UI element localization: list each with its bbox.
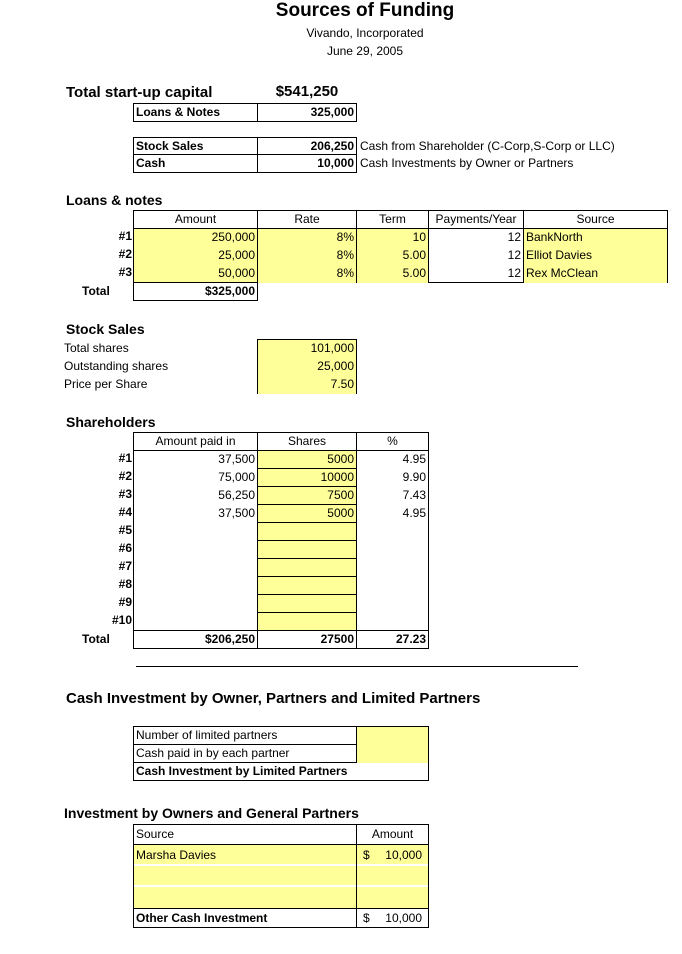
owner-amount-cell[interactable] xyxy=(357,887,428,908)
shareholders-header-pct: % xyxy=(387,434,398,448)
shareholder-shares[interactable] xyxy=(258,613,356,631)
loans-summary-label: Loans & Notes xyxy=(136,105,221,119)
owners-other-label: Other Cash Investment xyxy=(136,911,268,925)
shareholder-shares[interactable] xyxy=(258,595,356,613)
shareholder-row-label: #3 xyxy=(118,487,132,501)
loan-payments[interactable]: 12 xyxy=(507,248,521,262)
loans-title: Loans & notes xyxy=(66,192,163,208)
shareholder-amount[interactable]: 37,500 xyxy=(218,506,255,520)
loans-total-value[interactable]: $325,000 xyxy=(204,284,255,298)
owner-amount: 10,000 xyxy=(385,848,422,862)
shareholder-pct[interactable]: 4.95 xyxy=(402,506,426,520)
shareholders-total-amount[interactable]: $206,250 xyxy=(204,632,255,646)
stock-row-label: Price per Share xyxy=(64,377,148,391)
loan-row-label: #3 xyxy=(118,265,132,279)
shareholders-total-shares[interactable]: 27500 xyxy=(320,632,354,646)
shareholder-row-label: #5 xyxy=(118,523,132,537)
shareholder-pct[interactable] xyxy=(357,613,428,631)
loan-term[interactable]: 5.00 xyxy=(357,247,428,265)
loans-header-term: Term xyxy=(379,212,406,226)
owners-other-currency: $ xyxy=(363,911,370,925)
page-title: Sources of Funding xyxy=(275,0,455,21)
shareholder-shares[interactable] xyxy=(258,559,356,577)
shareholder-pct[interactable] xyxy=(357,523,428,541)
shareholder-row-label: #4 xyxy=(118,505,132,519)
shareholder-amount[interactable]: 37,500 xyxy=(218,452,255,466)
owners-header-source: Source xyxy=(136,827,175,841)
stock-price-per-share[interactable]: 7.50 xyxy=(258,376,356,394)
stock-total-shares[interactable]: 101,000 xyxy=(258,340,356,358)
shareholders-total-pct[interactable]: 27.23 xyxy=(395,632,426,646)
shareholder-row-label: #2 xyxy=(118,469,132,483)
stock-summary-label: Stock Sales xyxy=(136,139,204,153)
loan-term[interactable]: 10 xyxy=(357,229,428,247)
loan-rate[interactable]: 8% xyxy=(258,229,356,247)
stock-row-label: Outstanding shares xyxy=(64,359,169,373)
shareholder-amount[interactable] xyxy=(134,577,257,595)
owners-title: Investment by Owners and General Partners xyxy=(64,805,359,821)
loan-rate[interactable]: 8% xyxy=(258,247,356,265)
cash-summary-label: Cash xyxy=(136,156,166,170)
cash-summary-value[interactable]: 10,000 xyxy=(317,156,354,170)
company-name: Vivando, Incorporated xyxy=(306,26,424,40)
shareholder-amount[interactable] xyxy=(134,613,257,631)
limited-paid-input[interactable] xyxy=(357,745,428,763)
loan-row-label: #2 xyxy=(118,247,132,261)
shareholder-pct[interactable]: 7.43 xyxy=(402,488,426,502)
capital-label: Total start-up capital xyxy=(66,84,213,101)
owners-header-amount: Amount xyxy=(371,827,414,841)
loans-header-amount: Amount xyxy=(174,212,217,226)
loan-payments[interactable]: 12 xyxy=(507,266,521,280)
loan-source[interactable]: Rex McClean xyxy=(524,265,667,283)
shareholder-row-label: #8 xyxy=(118,577,132,591)
limited-count-input[interactable] xyxy=(357,727,428,745)
limited-title: Cash Investment by Owner, Partners and Limited Partners xyxy=(66,690,481,707)
limited-total-label: Cash Investment by Limited Partners xyxy=(136,764,348,778)
shareholder-pct[interactable] xyxy=(357,577,428,595)
loans-header-rate: Rate xyxy=(294,212,320,226)
owner-source[interactable]: Marsha Davies xyxy=(134,845,356,865)
shareholder-pct[interactable] xyxy=(357,541,428,559)
owner-amount-cell[interactable] xyxy=(357,866,428,886)
owners-other-amount: 10,000 xyxy=(385,911,422,925)
loan-row-label: #1 xyxy=(118,229,132,243)
shareholder-amount[interactable] xyxy=(134,595,257,613)
loan-amount[interactable]: 250,000 xyxy=(134,229,257,247)
shareholders-header-shares: Shares xyxy=(287,434,327,448)
shareholder-shares[interactable]: 5000 xyxy=(258,505,356,523)
owner-source[interactable] xyxy=(134,866,356,886)
shareholder-shares[interactable] xyxy=(258,577,356,595)
shareholder-amount[interactable]: 75,000 xyxy=(218,470,255,484)
shareholders-header-amount: Amount paid in xyxy=(155,434,236,448)
loan-amount[interactable]: 25,000 xyxy=(134,247,257,265)
shareholder-shares[interactable]: 10000 xyxy=(258,469,356,487)
loans-summary-value[interactable]: 325,000 xyxy=(310,105,354,119)
loan-rate[interactable]: 8% xyxy=(258,265,356,283)
stock-title: Stock Sales xyxy=(66,321,145,337)
section-divider xyxy=(136,666,578,667)
cash-summary-note: Cash Investments by Owner or Partners xyxy=(360,156,574,170)
stock-summary-note: Cash from Shareholder (C-Corp,S-Corp or LLC) xyxy=(360,139,615,153)
capital-total: $541,250 xyxy=(275,83,339,100)
shareholders-title: Shareholders xyxy=(66,414,156,430)
shareholder-row-label: #7 xyxy=(118,559,132,573)
loan-amount[interactable]: 50,000 xyxy=(134,265,257,283)
shareholder-row-label: #9 xyxy=(118,595,132,609)
shareholder-amount[interactable] xyxy=(134,523,257,541)
loan-source[interactable]: Elliot Davies xyxy=(524,247,667,265)
stock-row-label: Total shares xyxy=(64,341,129,355)
owner-amount-cell[interactable] xyxy=(357,845,428,865)
shareholder-shares[interactable] xyxy=(258,523,356,541)
shareholder-shares[interactable]: 7500 xyxy=(258,487,356,505)
shareholder-row-label: #10 xyxy=(111,613,132,627)
report-date: June 29, 2005 xyxy=(326,44,404,58)
loan-payments[interactable]: 12 xyxy=(507,230,521,244)
limited-paid-label: Cash paid in by each partner xyxy=(136,746,290,760)
loan-source[interactable]: BankNorth xyxy=(524,229,667,247)
stock-summary-value[interactable]: 206,250 xyxy=(310,139,354,153)
shareholder-amount[interactable] xyxy=(134,541,257,559)
loans-header-payments: Payments/Year xyxy=(435,212,517,226)
shareholders-total-label: Total xyxy=(82,632,110,646)
loans-header-source: Source xyxy=(576,212,615,226)
shareholder-row-label: #1 xyxy=(118,451,132,465)
stock-outstanding-shares[interactable]: 25,000 xyxy=(258,358,356,376)
shareholder-amount[interactable] xyxy=(134,559,257,577)
loan-term[interactable]: 5.00 xyxy=(357,265,428,283)
shareholder-amount[interactable]: 56,250 xyxy=(218,488,255,502)
owner-currency: $ xyxy=(363,848,370,862)
shareholder-shares[interactable] xyxy=(258,541,356,559)
shareholder-pct[interactable]: 4.95 xyxy=(402,452,426,466)
owner-source[interactable] xyxy=(134,887,356,908)
limited-count-label: Number of limited partners xyxy=(136,728,278,742)
shareholder-row-label: #6 xyxy=(118,541,132,555)
shareholder-pct[interactable] xyxy=(357,595,428,613)
shareholder-pct[interactable]: 9.90 xyxy=(402,470,426,484)
owners-other-amount-cell[interactable] xyxy=(357,909,428,927)
loans-total-label: Total xyxy=(82,284,110,298)
shareholder-shares[interactable]: 5000 xyxy=(258,451,356,469)
shareholder-pct[interactable] xyxy=(357,559,428,577)
